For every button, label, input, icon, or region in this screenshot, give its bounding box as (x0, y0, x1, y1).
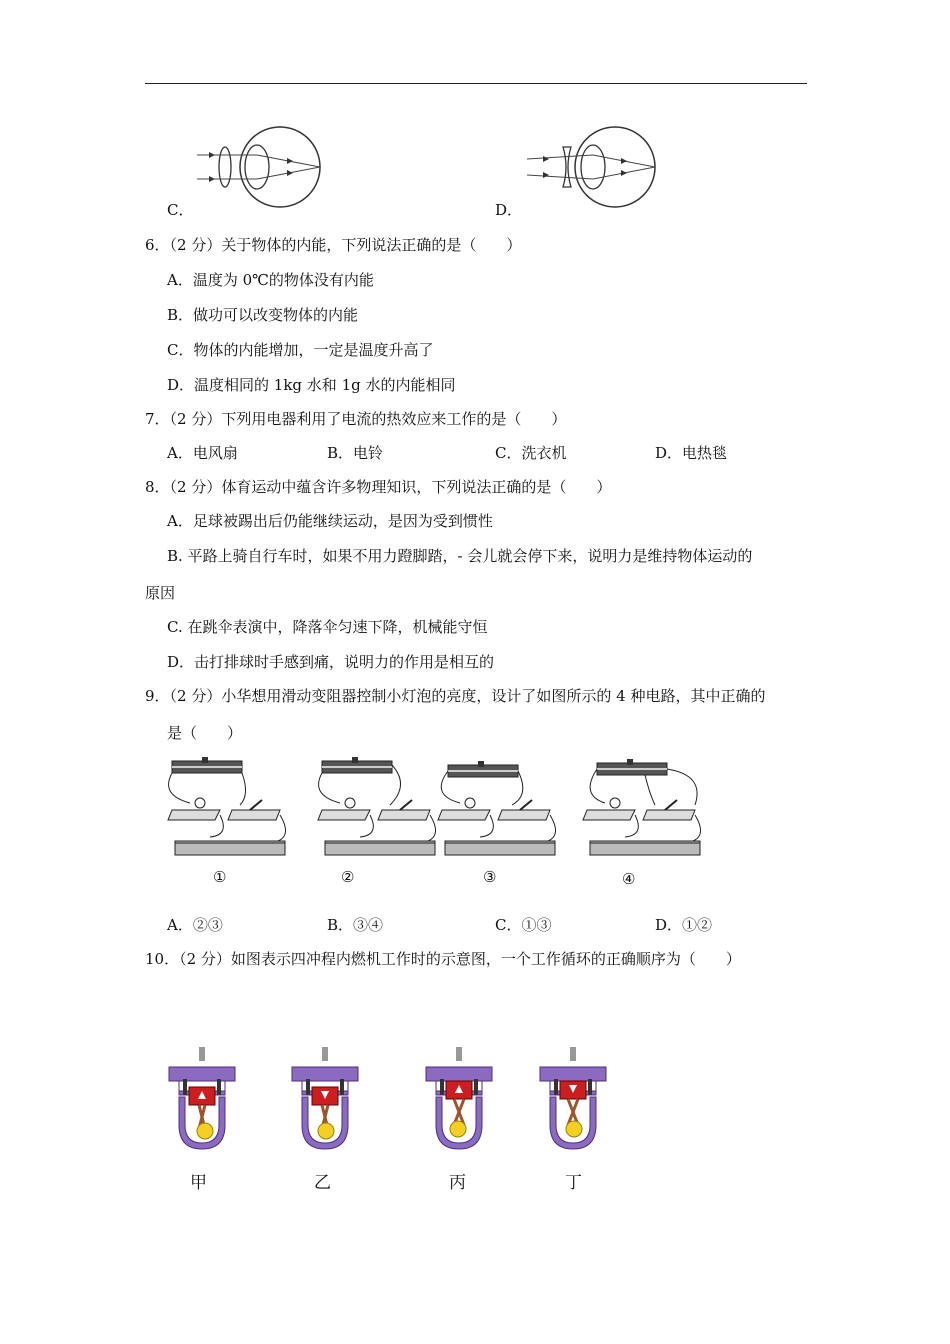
circuit-diagram-1 (160, 755, 295, 860)
q6-stem: 6．（2 分）关于物体的内能，下列说法正确的是（ ） (145, 236, 522, 254)
q9-stem-line2: 是（ ） (167, 724, 243, 742)
circuit-label-2: ② (341, 868, 355, 886)
q6-option-b: B．做功可以改变物体的内能 (167, 306, 359, 324)
circuit-diagram-3 (430, 755, 565, 860)
circuit-diagram-2 (310, 755, 445, 860)
engine-label-yi: 乙 (314, 1173, 331, 1193)
header-rule (145, 83, 807, 84)
q9-option-c: C．①③ (495, 916, 552, 934)
option-c-label: C． (167, 201, 194, 219)
q9-stem-line1: 9．（2 分）小华想用滑动变阻器控制小灯泡的亮度，设计了如图所示的 4 种电路，其中正确的 (145, 687, 766, 705)
engine-label-bing: 丙 (449, 1173, 466, 1193)
q6-option-d: D．温度相同的 1kg 水和 1g 水的内能相同 (167, 376, 456, 394)
circuit-label-4: ④ (622, 870, 636, 888)
circuit-label-1: ① (213, 868, 227, 886)
q8-option-b-line1: B. 平路上骑自行车时，如果不用力蹬脚踏，- 会儿就会停下来，说明力是维持物体运动的 (167, 547, 753, 565)
circuit-diagram-4 (575, 755, 710, 860)
q6-option-c: C．物体的内能增加，一定是温度升高了 (167, 341, 434, 359)
engine-diagram-bing (422, 1045, 497, 1155)
q9-option-a: A．②③ (167, 916, 223, 934)
q7-stem: 7．（2 分）下列用电器利用了电流的热效应来工作的是（ ） (145, 410, 567, 428)
q9-option-b: B．③④ (327, 916, 384, 934)
q8-stem: 8．（2 分）体育运动中蕴含许多物理知识，下列说法正确的是（ ） (145, 478, 612, 496)
q7-option-c: C．洗衣机 (495, 444, 567, 462)
eye-diagram-d (525, 125, 665, 210)
q7-option-d: D．电热毯 (655, 444, 728, 462)
engine-diagram-jia (165, 1045, 240, 1155)
engine-diagram-yi (288, 1045, 363, 1155)
engine-label-jia: 甲 (190, 1173, 207, 1193)
q8-option-b-line2: 原因 (145, 584, 176, 602)
q7-option-a: A．电风扇 (167, 444, 238, 462)
eye-diagram-c (195, 125, 330, 210)
q10-stem: 10．（2 分）如图表示四冲程内燃机工作时的示意图，一个工作循环的正确顺序为（ ） (145, 950, 741, 968)
engine-diagram-ding (536, 1045, 611, 1155)
q7-option-b: B．电铃 (327, 444, 384, 462)
q9-option-d: D．①② (655, 916, 713, 934)
q6-option-a: A．温度为 0℃的物体没有内能 (167, 271, 374, 289)
option-d-label: D． (495, 201, 523, 219)
q8-option-d: D．击打排球时手感到痛，说明力的作用是相互的 (167, 653, 495, 671)
q8-option-a: A．足球被踢出后仍能继续运动，是因为受到惯性 (167, 512, 493, 530)
q8-option-c: C. 在跳伞表演中，降落伞匀速下降，机械能守恒 (167, 618, 488, 636)
engine-label-ding: 丁 (565, 1173, 582, 1193)
circuit-label-3: ③ (483, 868, 497, 886)
